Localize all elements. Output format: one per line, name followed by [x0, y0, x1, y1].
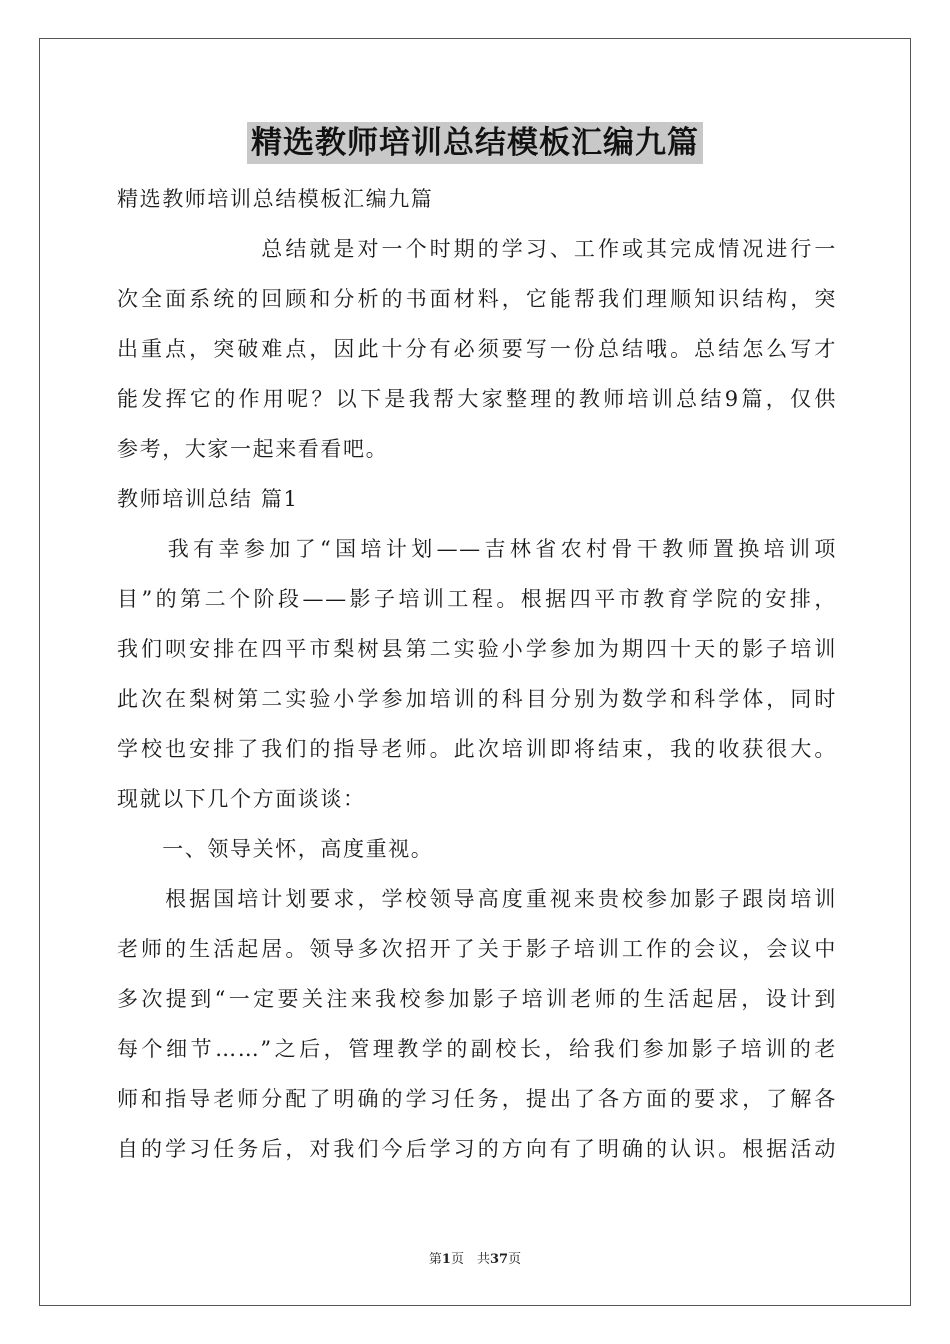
document-title: 精选教师培训总结模板汇编九篇 — [247, 122, 703, 164]
footer-prefix: 第 — [428, 1252, 442, 1267]
body-line: 根据国培计划要求，学校领导高度重视来贵校参加影子跟岗培训 — [117, 887, 837, 911]
body-line: 学校也安排了我们的指导老师。此次培训即将结束，我的收获很大。 — [117, 737, 837, 761]
body-line: 现就以下几个方面谈谈： — [117, 787, 366, 811]
body-line: 参考，大家一起来看看吧。 — [117, 437, 389, 461]
body-line: 出重点，突破难点，因此十分有必须要写一份总结哦。总结怎么写才 — [117, 337, 837, 361]
subtitle-line: 精选教师培训总结模板汇编九篇 — [117, 187, 434, 211]
footer-mid: 页 共 — [450, 1252, 490, 1267]
body-line: 目”的第二个阶段——影子培训工程。根据四平市教育学院的安排， — [117, 587, 837, 611]
body-line: 自的学习任务后，对我们今后学习的方向有了明确的认识。根据活动 — [117, 1137, 837, 1161]
body-line: 次全面系统的回顾和分析的书面材料，它能帮我们理顺知识结构，突 — [117, 287, 837, 311]
body-line: 我们呗安排在四平市梨树县第二实验小学参加为期四十天的影子培训 — [117, 637, 837, 661]
subsection-heading: 一、领导关怀，高度重视。 — [117, 837, 434, 861]
footer-suffix: 页 — [508, 1252, 522, 1267]
body-line: 老师的生活起居。领导多次招开了关于影子培训工作的会议，会议中 — [117, 937, 837, 961]
body-line: 我有幸参加了“国培计划——吉林省农村骨干教师置换培训项 — [117, 537, 837, 561]
body-line: 多次提到“一定要关注来我校参加影子培训老师的生活起居，设计到 — [117, 987, 837, 1011]
body-line: 总结就是对一个时期的学习、工作或其完成情况进行一 — [117, 237, 837, 261]
footer-page-total: 37 — [489, 1252, 509, 1267]
page-footer — [0, 1248, 950, 1267]
footer-page-current: 1 — [441, 1252, 451, 1267]
body-line: 此次在梨树第二实验小学参加培训的科目分别为数学和科学体，同时 — [117, 687, 837, 711]
section-heading: 教师培训总结 篇1 — [117, 487, 299, 511]
page-border — [39, 38, 911, 1306]
body-line: 能发挥它的作用呢？以下是我帮大家整理的教师培训总结9篇，仅供 — [117, 387, 837, 411]
body-line: 师和指导老师分配了明确的学习任务，提出了各方面的要求，了解各 — [117, 1087, 837, 1111]
body-line: 每个细节……”之后，管理教学的副校长，给我们参加影子培训的老 — [117, 1037, 837, 1061]
title-wrap — [0, 122, 950, 164]
